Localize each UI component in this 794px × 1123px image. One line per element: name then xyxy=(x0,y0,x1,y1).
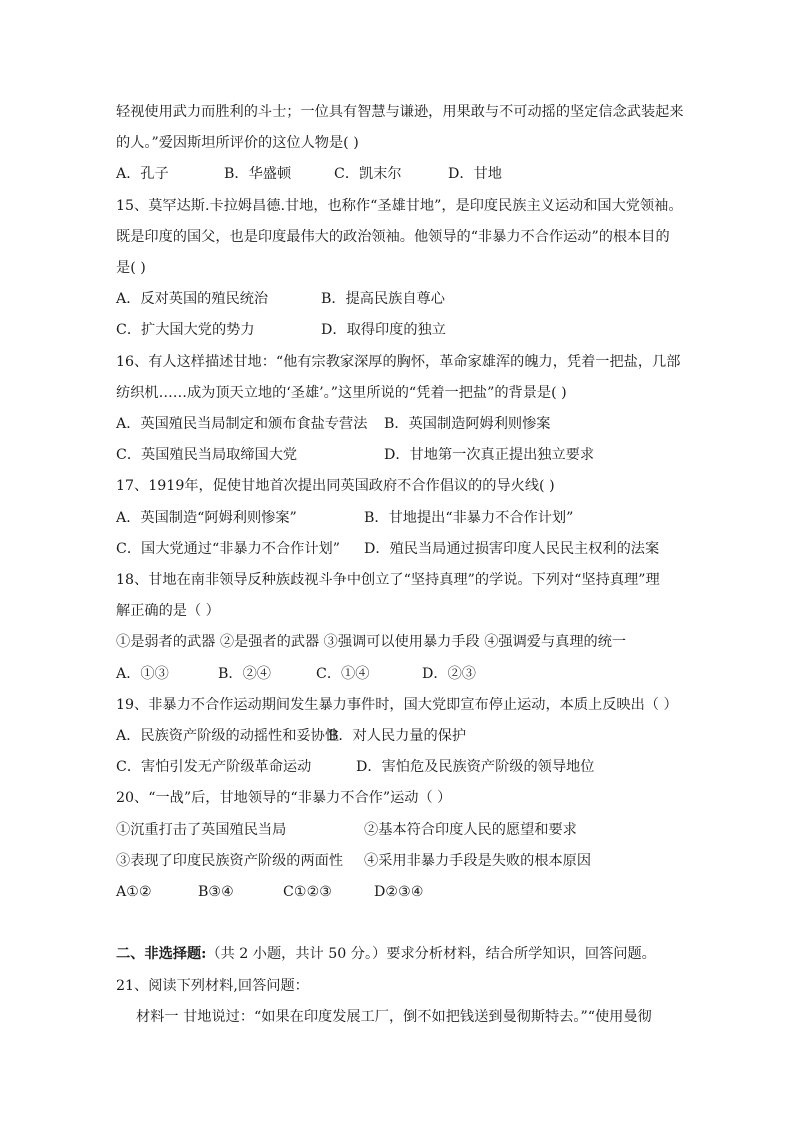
option: A．民族资产阶级的动摇性和妥协性 xyxy=(116,728,340,744)
option: A．①③ xyxy=(116,666,169,682)
option: B．②④ xyxy=(218,666,271,682)
option: D②③④ xyxy=(374,884,424,900)
option: A．反对英国的殖民统治 xyxy=(116,291,269,307)
options-line xyxy=(116,289,694,309)
options-line xyxy=(116,757,694,777)
material-1: 材料一 甘地说过：“如果在印度发展工厂，倒不如把钱送到曼彻斯特去。”“使用曼彻 xyxy=(136,1009,652,1025)
options-line xyxy=(116,414,694,434)
option: D．殖民当局通过损害印度人民民主权利的法案 xyxy=(364,541,660,557)
section-heading xyxy=(116,944,694,964)
options-line xyxy=(116,508,694,528)
option: C．①④ xyxy=(316,666,370,682)
option: C．国大党通过“非暴力不合作计划” xyxy=(116,541,340,557)
option: A①② xyxy=(116,884,152,900)
option: ④采用非暴力手段是失败的根本原因 xyxy=(364,853,592,869)
options-line xyxy=(116,445,694,465)
question-16: 16、有人这样描述甘地：“他有宗教家深厚的胸怀，革命家雄浑的魄力，凭着一把盐，几部 xyxy=(116,354,681,370)
option: B③④ xyxy=(198,884,234,900)
options-line xyxy=(116,320,694,340)
option: A．英国殖民当局制定和颁布食盐专营法 xyxy=(116,416,368,432)
options-line xyxy=(116,539,694,559)
text-line: 轻视使用武力而胜利的斗士；一位具有智慧与谦逊，用果敢与不可动摇的坚定信念武装起来 xyxy=(116,104,684,120)
option: A．英国制造“阿姆利则惨案” xyxy=(116,510,297,526)
options-line xyxy=(116,820,694,840)
option: ③表现了印度民族资产阶级的两面性 xyxy=(116,853,344,869)
question-18: 18、甘地在南非领导反种族歧视斗争中创立了“坚持真理”的学说。下列对“坚持真理”理 xyxy=(116,572,660,588)
option: ①沉重打击了英国殖民当局 xyxy=(116,822,287,838)
option: D．害怕危及民族资产阶级的领导地位 xyxy=(356,759,595,775)
question-15: 15、莫罕达斯.卡拉姆昌德.甘地，也称作“圣雄甘地”，是印度民族主义运动和国大党领袖。 xyxy=(116,198,683,214)
option: B．华盛顿 xyxy=(224,166,292,182)
text-line: 纺织机……成为顶天立地的‘圣雄’。”这里所说的“凭着一把盐”的背景是( ) xyxy=(116,385,567,401)
question-21: 21、阅读下列材料,回答问题： xyxy=(116,978,309,994)
option: C①②③ xyxy=(283,884,333,900)
question-17: 17、1919年，促使甘地首次提出同英国政府不合作倡议的的导火线( ) xyxy=(116,478,555,494)
text-line: 解正确的是（ ） xyxy=(116,603,220,619)
options-line xyxy=(116,664,694,684)
text-line: 是( ) xyxy=(116,260,146,276)
option: D．甘地第一次真正提出独立要求 xyxy=(384,447,595,463)
section-instructions: （共 2 小题，共计 50 分。）要求分析材料，结合所学知识，回答问题。 xyxy=(206,946,656,962)
option: B．对人民力量的保护 xyxy=(328,728,467,744)
option: C．扩大国大党的势力 xyxy=(116,322,255,338)
options-line xyxy=(116,882,694,902)
question-20: 20、“一战”后，甘地领导的“非暴力不合作”运动（ ） xyxy=(116,790,452,806)
options-line xyxy=(116,851,694,871)
option: D．②③ xyxy=(422,666,476,682)
text-line: ①是弱者的武器 ②是强者的武器 ③强调可以使用暴力手段 ④强调爱与真理的统一 xyxy=(116,634,627,650)
section-title: 二、非选择题: xyxy=(116,946,207,962)
option: ②基本符合印度人民的愿望和要求 xyxy=(364,822,577,838)
text-line: 的人。”爱因斯坦所评价的这位人物是( ) xyxy=(116,135,359,151)
option: B．英国制造阿姆利则惨案 xyxy=(384,416,551,432)
option: C．凯末尔 xyxy=(334,166,402,182)
option: B．甘地提出“非暴力不合作计划” xyxy=(364,510,574,526)
option: D．取得印度的独立 xyxy=(321,322,446,338)
options-line xyxy=(116,164,694,184)
text-line: 既是印度的国父，也是印度最伟大的政治领袖。他领导的“非暴力不合作运动”的根本目的 xyxy=(116,229,670,245)
options-line xyxy=(116,726,694,746)
option: B．提高民族自尊心 xyxy=(321,291,445,307)
option: D．甘地 xyxy=(448,166,502,182)
option: C．英国殖民当局取缔国大党 xyxy=(116,447,298,463)
question-19: 19、非暴力不合作运动期间发生暴力事件时，国大党即宣布停止运动，本质上反映出（ ） xyxy=(116,697,678,713)
option: C．害怕引发无产阶级革命运动 xyxy=(116,759,312,775)
option: A．孔子 xyxy=(116,166,169,182)
